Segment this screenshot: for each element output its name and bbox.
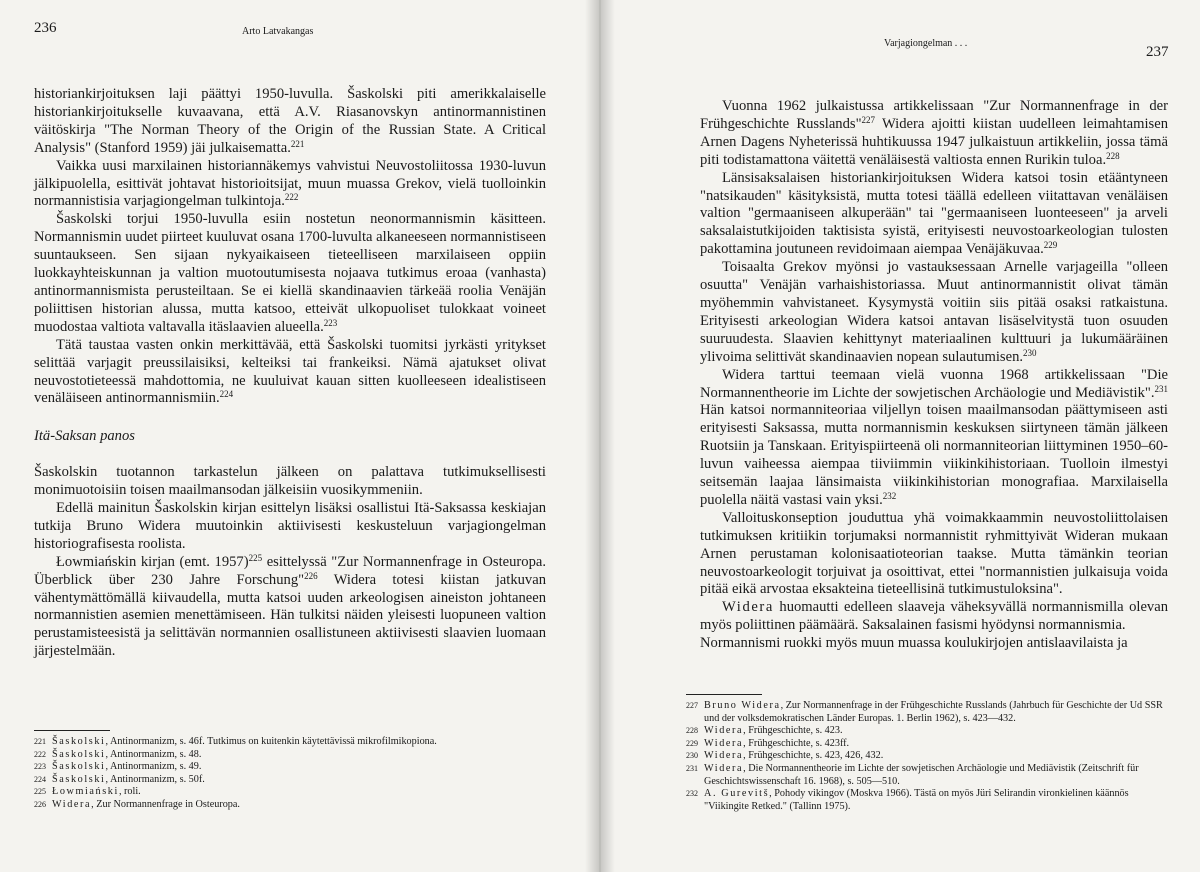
- paragraph: Normannismi ruokki myös muun muassa koulukirjojen antislaavilaista ja: [700, 635, 1128, 652]
- footnote-ref: 225: [248, 552, 263, 563]
- book-gutter: [585, 0, 615, 872]
- page-number-left: 236: [34, 20, 57, 36]
- paragraph: Widera huomautti edelleen slaaveja väheksyvällä normannismilla olevan myös poliittinen päämäärä. Saksalainen fasismi hyödynsi normannismia.: [700, 599, 1168, 634]
- paragraph: Valloituskonseption jouduttua yhä voimakkaammin neuvostoliittolaisen tutkimuksen kritiikin torjumaksi normannistit ryhmittyivät Wideran mukaan Arnen perustaman kolonisaatioteorian taakse. Mutta tämänkin teorian neuvostoarkeologit torjuivat ja osoittivat, ettei "normannistien julkaisuja voida pitää eikä arvostaa eksakteina tieteellisinä tutkimustuloksina".: [700, 509, 1168, 598]
- page-number-right: 237: [1146, 44, 1169, 60]
- paragraph: Widera tarttui teemaan vielä vuonna 1968 artikkelissaan "Die Normannentheorie im Lichte der sowjetischen Archäologie und Mediävistik".$^{231}$ Hän katsoi normanniteoriaa viljellyn toisen maailmansodan päättymiseen asti erityisesti Saksassa, mutta normannismin keskuksen siirtyneen tämän jälkeen Ruotsiin ja Tanskaan. Erityispiirteenä oli normanniteorian liittyminen 1950–60-luvun vaiheessa aiempaa tiiviimmin viikinkihistoriaan. Tuolloin ilmestyi seitsemän laajaa länsimaista viikinkihistorian monografiaa. Marxilaisella puolella näitä vastasi vain yksi.$^{232}$: [700, 366, 1168, 508]
- footnote: 222 Šaskolski, Antinormanizm, s. 48.: [34, 748, 202, 760]
- running-head-left: Arto Latvakangas: [242, 26, 314, 37]
- section-heading: Itä-Saksan panos: [34, 428, 135, 445]
- footnote-ref: 232: [882, 490, 897, 501]
- footnote-ref: 227: [861, 114, 876, 125]
- footnote-ref: 231: [1154, 383, 1168, 394]
- footnote-ref: 221: [290, 138, 305, 149]
- paragraph: Länsisaksalaisen historiankirjoituksen Widera katsoi tosin etääntyneen "natsikauden" käsityksistä, mutta totesi täällä edelleen viitattavan venäläisen valtion "germaaniseen alkuperään" tai "germaaniseen luonteeseen" ja arveli saksalaistutkijoiden taktisista syistä, erityisesti neuvostoarkeologian tulosten pakottamina joutuneen revidoimaan aiempaa Venäjäkuvaa.$^{229}$: [700, 169, 1168, 258]
- footnote: 221 Šaskolski, Antinormanizm, s. 46f. Tutkimus on kuitenkin käytettävissä mikrofilmikopiona.: [34, 736, 437, 747]
- paragraph: Toisaalta Grekov myönsi jo vastauksessaan Arnelle varjageilla "olleen osuutta" Venäjän varhaishistoriassa. Muut antinormannistit olivat tämän myöhemmin vahvistaneet. Kysymystä voitiin siis pitää osaksi ratkaistuna. Erityisesti arkeologian Widera katsoi antavan lisäselvitystä tuon osuuden suuruudesta. Slaavien kehittynyt materiaalinen kulttuuri ja lukumääräinen ylivoima selittivät skandinaavien nopean sulautumisen.$^{230}$: [700, 259, 1168, 365]
- footnote: 223 Šaskolski, Antinormanizm, s. 49.: [34, 761, 202, 773]
- footnote: 225 Łowmiański, roli.: [34, 786, 141, 798]
- footnote-ref: 228: [1106, 150, 1120, 161]
- paragraph: Tätä taustaa vasten onkin merkittävää, että Šaskolski tuomitsi jyrkästi yritykset selittää varjagit preussilaisiksi, kelteiksi tai frankeiksi. Nämä ajatukset olivat neuvostotieteessä mahdottomia, ne kuuluivat kauan sitten kuolleeseen idealistiseen venäläiseen antinormannismiin.$^{224}$: [34, 336, 546, 407]
- paragraph: Edellä mainitun Šaskolskin kirjan esittelyn lisäksi osallistui Itä-Saksassa keskiajan tutkija Bruno Widera muutoinkin aktiivisesti keskusteluun varjagiongelman historiografisesta roolista.: [34, 500, 546, 552]
- paragraph: historiankirjoituksen laji päättyi 1950-luvulla. Šaskolski piti amerikkalaiselle historiankirjoitukselle kuvaavana, että A.V. Riasanovskyn antinormannistinen väitöskirja "The Norman Theory of the Origin of the Russian State. A Critical Analysis" (Stanford 1959) jäi julkaisematta.$^{221}$: [34, 86, 546, 156]
- footnote: 227 Bruno Widera, Zur Normannenfrage in der Frühgeschichte Russlands (Jahrbuch für Geschichte der Ud SSR und der volksdemokratischen Länder Europas. 1. Berlin 1962), s. 423—432.: [686, 700, 1163, 724]
- footnote-rule-right: [686, 694, 762, 695]
- footnote-rule-left: [34, 730, 110, 731]
- footnote-ref: 226: [304, 570, 318, 581]
- footnote-ref: 230: [1023, 347, 1037, 358]
- footnotes-left: [34, 736, 546, 812]
- footnote-ref: 229: [1043, 240, 1058, 251]
- footnote: 231 Widera, Die Normannentheorie im Lichte der sowjetischen Archäologie und Mediävistik (Zeitschrift für Geschichtswissenschaft 16. 1968), s. 505—510.: [686, 762, 1139, 787]
- right-body-text: [700, 98, 1168, 653]
- footnote-ref: 223: [323, 317, 338, 328]
- footnote: 228 Widera, Frühgeschichte, s. 423.: [686, 725, 843, 737]
- left-body-text: [34, 86, 546, 661]
- paragraph: Łowmiańskin kirjan (emt. 1957)$^{225}$ esittelyssä "Zur Normannenfrage in Osteuropa. Überblick über 230 Jahre Forschung"$^{226}$ Widera totesi kiistan jatkuvan vähentymättömällä kiivaudella, mutta katsoi uuden arkeologisen aineiston johtaneen normannistien asemien menettämiseen. Hän tulkitsi näiden yleisesti luopuneen valtion perustamisteesistä ja selittävän normannien osallistuneen aktiivisesti slaavien luomaan järjestelmään.: [34, 552, 546, 660]
- footnote-ref: 224: [219, 389, 234, 400]
- paragraph: Šaskolskin tuotannon tarkastelun jälkeen on palattava tutkimuksellisesti monimuotoisiin toisen maailmansodan jälkeisiin vuosikymmeniin.: [34, 464, 546, 499]
- footnote: 229 Widera, Frühgeschichte, s. 423ff.: [686, 737, 850, 749]
- paragraph: Vaikka uusi marxilainen historiannäkemys vahvistui Neuvostoliitossa 1930-luvun jälkipuolella, esittivät johtavat historioitsijat, muun muassa Grekov, vielä tuolloinkin normannistisia varjagiongelman tulkintoja.$^{222}$: [34, 157, 546, 210]
- footnote: 230 Widera, Frühgeschichte, s. 423, 426, 432.: [686, 750, 884, 762]
- footnote: 224 Šaskolski, Antinormanizm, s. 50f.: [34, 773, 205, 785]
- footnote: 232 A. Gurevitš, Pohody vikingov (Moskva 1966). Tästä on myös Jüri Selirandin vironkielinen käännös "Viikingite Retked." (Tallinn 1975).: [686, 788, 1129, 812]
- running-head-right: Varjagiongelman . . .: [884, 38, 968, 49]
- paragraph: Vuonna 1962 julkaistussa artikkelissaan "Zur Normannenfrage in der Frühgeschichte Russlands"$^{227}$ Widera ajoitti kiistan uudelleen leimahtamisen Arnen Dagens Nyheterissä huhtikuussa 1947 julkaistuun artikkeliin, jossa tämä piti todistamattona väitettä venäläisestä valtiosta ennen Rurikin tuloa.$^{228}$: [700, 98, 1168, 168]
- paragraph: Šaskolski torjui 1950-luvulla esiin nostetun neonormannismin käsitteen. Normannismin uudet piirteet kuuluvat osana 1700-luvulta alkaneeseen normannistiseen suuntaukseen. Sen sijaan nykyaikaiseen tieteelliseen marxilaiseen oppiin luokkayhteiskunnan ja valtion muotoutumisesta nojaava tutkimus eroaa (vanhasta) antinormannismista perusteiltaan. Se ei kiellä skandinaavien tärkeää roolia Venäjän poliittisen historian alussa, mutta katsoo, etteivät ulkopuoliset tulokkaat voineet muodostaa valtiota valtavalla itäslaavien alueella.$^{223}$: [34, 211, 546, 335]
- footnote: 226 Widera, Zur Normannenfrage in Osteuropa.: [34, 798, 240, 810]
- footnotes-right: [686, 700, 1168, 813]
- footnote-ref: 222: [284, 192, 299, 203]
